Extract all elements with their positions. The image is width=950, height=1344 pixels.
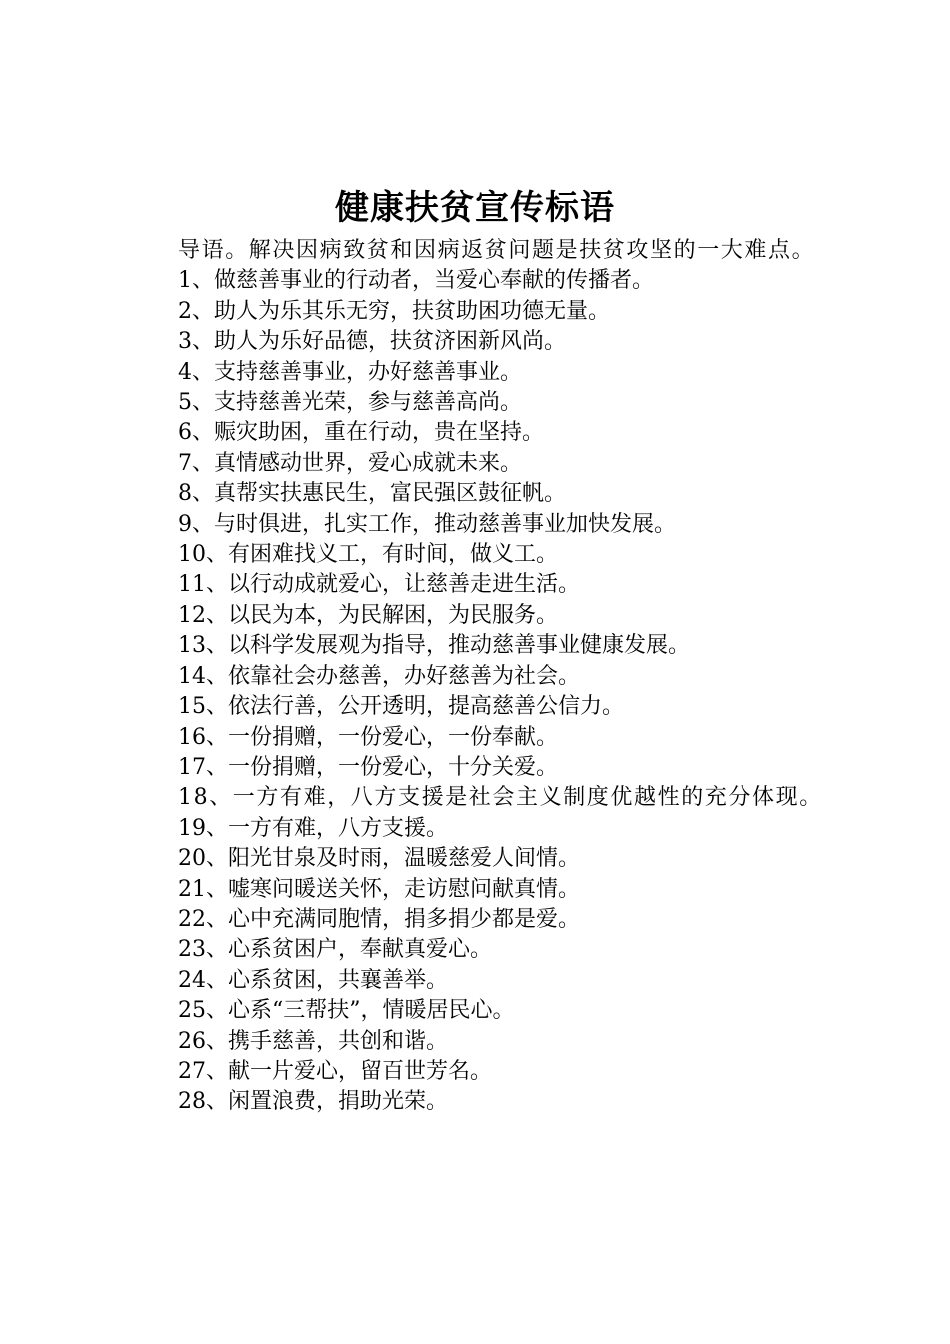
slogan-item: 12、以民为本，为民解困，为民服务。 (178, 602, 558, 628)
slogan-item: 14、依靠社会办慈善，办好慈善为社会。 (178, 663, 580, 689)
intro-paragraph: 导语。解决因病致贫和因病返贫问题是扶贫攻坚的一大难点。 (178, 238, 816, 263)
slogan-item: 28、闲置浪费，捐助光荣。 (178, 1089, 448, 1115)
slogan-item: 8、真帮实扶惠民生，富民强区鼓征帆。 (178, 481, 566, 507)
slogan-item: 27、献一片爱心，留百世芳名。 (178, 1058, 492, 1084)
slogan-item: 4、支持慈善事业，办好慈善事业。 (178, 359, 522, 385)
document-body (130, 236, 834, 1118)
slogan-item: 11、以行动成就爱心，让慈善走进生活。 (178, 572, 580, 598)
slogan-item: 19、一方有难，八方支援。 (178, 815, 448, 841)
slogan-item: 20、阳光甘泉及时雨，温暖慈爱人间情。 (178, 846, 580, 872)
slogan-item: 17、一份捐赠，一份爱心，十分关爱。 (178, 754, 558, 780)
slogan-item: 10、有困难找义工，有时间，做义工。 (178, 542, 558, 568)
slogan-item: 7、真情感动世界，爱心成就未来。 (178, 450, 522, 476)
slogan-item: 16、一份捐赠，一份爱心，一份奉献。 (178, 724, 558, 750)
slogan-item: 21、嘘寒问暖送关怀，走访慰问献真情。 (178, 876, 580, 902)
slogan-item: 1、做慈善事业的行动者，当爱心奉献的传播者。 (178, 268, 654, 294)
slogan-item: 9、与时俱进，扎实工作，推动慈善事业加快发展。 (178, 511, 676, 537)
slogan-item: 2、助人为乐其乐无穷，扶贫助困功德无量。 (178, 298, 610, 324)
slogan-item: 22、心中充满同胞情，捐多捐少都是爱。 (178, 906, 580, 932)
document-title: 健康扶贫宣传标语 (335, 188, 615, 228)
slogan-item: 26、携手慈善，共创和谐。 (178, 1028, 448, 1054)
slogan-item: 5、支持慈善光荣，参与慈善高尚。 (178, 390, 522, 416)
slogan-item: 3、助人为乐好品德，扶贫济困新风尚。 (178, 329, 566, 355)
slogan-item: 18、一方有难，八方支援是社会主义制度优越性的充分体现。 (178, 785, 823, 811)
slogan-item: 25、心系“三帮扶”，情暖居民心。 (178, 998, 515, 1024)
slogan-item: 23、心系贫困户，奉献真爱心。 (178, 937, 492, 963)
slogan-item: 24、心系贫困，共襄善举。 (178, 967, 448, 993)
slogan-item: 15、依法行善，公开透明，提高慈善公信力。 (178, 694, 624, 720)
slogan-item: 6、赈灾助困，重在行动，贵在坚持。 (178, 420, 544, 446)
slogan-item: 13、以科学发展观为指导，推动慈善事业健康发展。 (178, 633, 690, 659)
